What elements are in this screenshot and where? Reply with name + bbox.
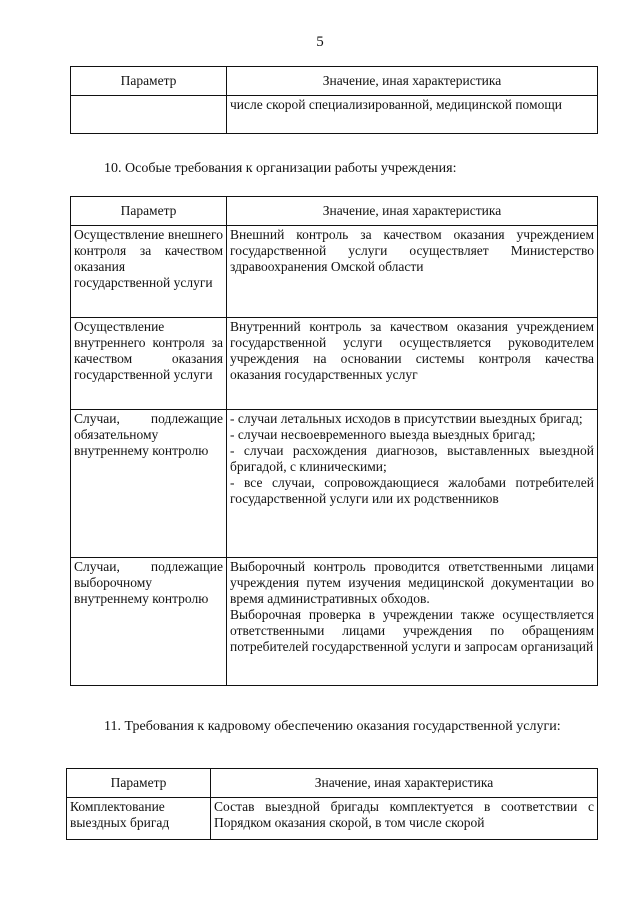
table-row — [71, 96, 598, 134]
parameter-cell: Случаи, подлежащие выборочному внутреннему контролю — [71, 558, 227, 686]
table-header-row — [71, 67, 598, 96]
header-value: Значение, иная характеристика — [211, 769, 598, 798]
parameter-cell — [71, 96, 227, 134]
value-line: - все случаи, сопровождающиеся жалобами потребителей государственной услуги или их родственников — [230, 475, 594, 506]
value-line: - случаи летальных исходов в присутствии выездных бригад; — [230, 411, 583, 426]
header-value: Значение, иная характеристика — [227, 67, 598, 96]
table-continuation — [70, 66, 598, 134]
parameter-cell: Комплектование выездных бригад — [67, 798, 211, 840]
value-cell: Внутренний контроль за качеством оказания учреждением государственной услуги осуществляется руководителем учреждения на основании системы контроля качества оказания государственных услуг — [227, 318, 598, 410]
table-header-row — [67, 769, 598, 798]
table-row — [71, 318, 598, 410]
table-row — [71, 558, 598, 686]
section-11-heading: 11. Требования к кадровому обеспечению оказания государственной услуги: — [104, 719, 561, 734]
table-row — [67, 798, 598, 840]
value-cell: Состав выездной бригады комплектуется в соответствии с Порядком оказания скорой, в том числе скорой — [211, 798, 598, 840]
section-10-heading: 10. Особые требования к организации работы учреждения: — [104, 161, 457, 176]
header-value: Значение, иная характеристика — [227, 197, 598, 226]
parameter-cell: Случаи, подлежащие обязательному внутреннему контролю — [71, 410, 227, 558]
value-line: - случаи несвоевременного выезда выездных бригад; — [230, 427, 536, 442]
value-cell: числе скорой специализированной, медицинской помощи — [227, 96, 598, 134]
table-staffing — [66, 768, 598, 840]
value-line: Выборочный контроль проводится ответственными лицами учреждения путем изучения медицинской документации во время административных обходов. — [230, 559, 594, 606]
value-line: - случаи расхождения диагнозов, выставленных выездной бригадой, с клиническими; — [230, 443, 594, 474]
value-line: Выборочная проверка в учреждении также осуществляется ответственными лицами учреждения по обращениям потребителей государственной услуги и запросам организаций — [230, 607, 594, 654]
table-header-row — [71, 197, 598, 226]
header-parameter: Параметр — [71, 67, 227, 96]
parameter-cell: Осуществление внутреннего контроля за качеством оказания государственной услуги — [71, 318, 227, 410]
value-cell — [227, 410, 598, 558]
header-parameter: Параметр — [71, 197, 227, 226]
page-number: 5 — [316, 34, 324, 50]
header-parameter: Параметр — [67, 769, 211, 798]
table-row — [71, 410, 598, 558]
value-cell — [227, 558, 598, 686]
value-cell: Внешний контроль за качеством оказания учреждением государственной услуги осуществляет Министерство здравоохранения Омской области — [227, 226, 598, 318]
table-work-requirements — [70, 196, 598, 686]
table-row — [71, 226, 598, 318]
parameter-cell: Осуществление внешнего контроля за качеством оказания государственной услуги — [71, 226, 227, 318]
